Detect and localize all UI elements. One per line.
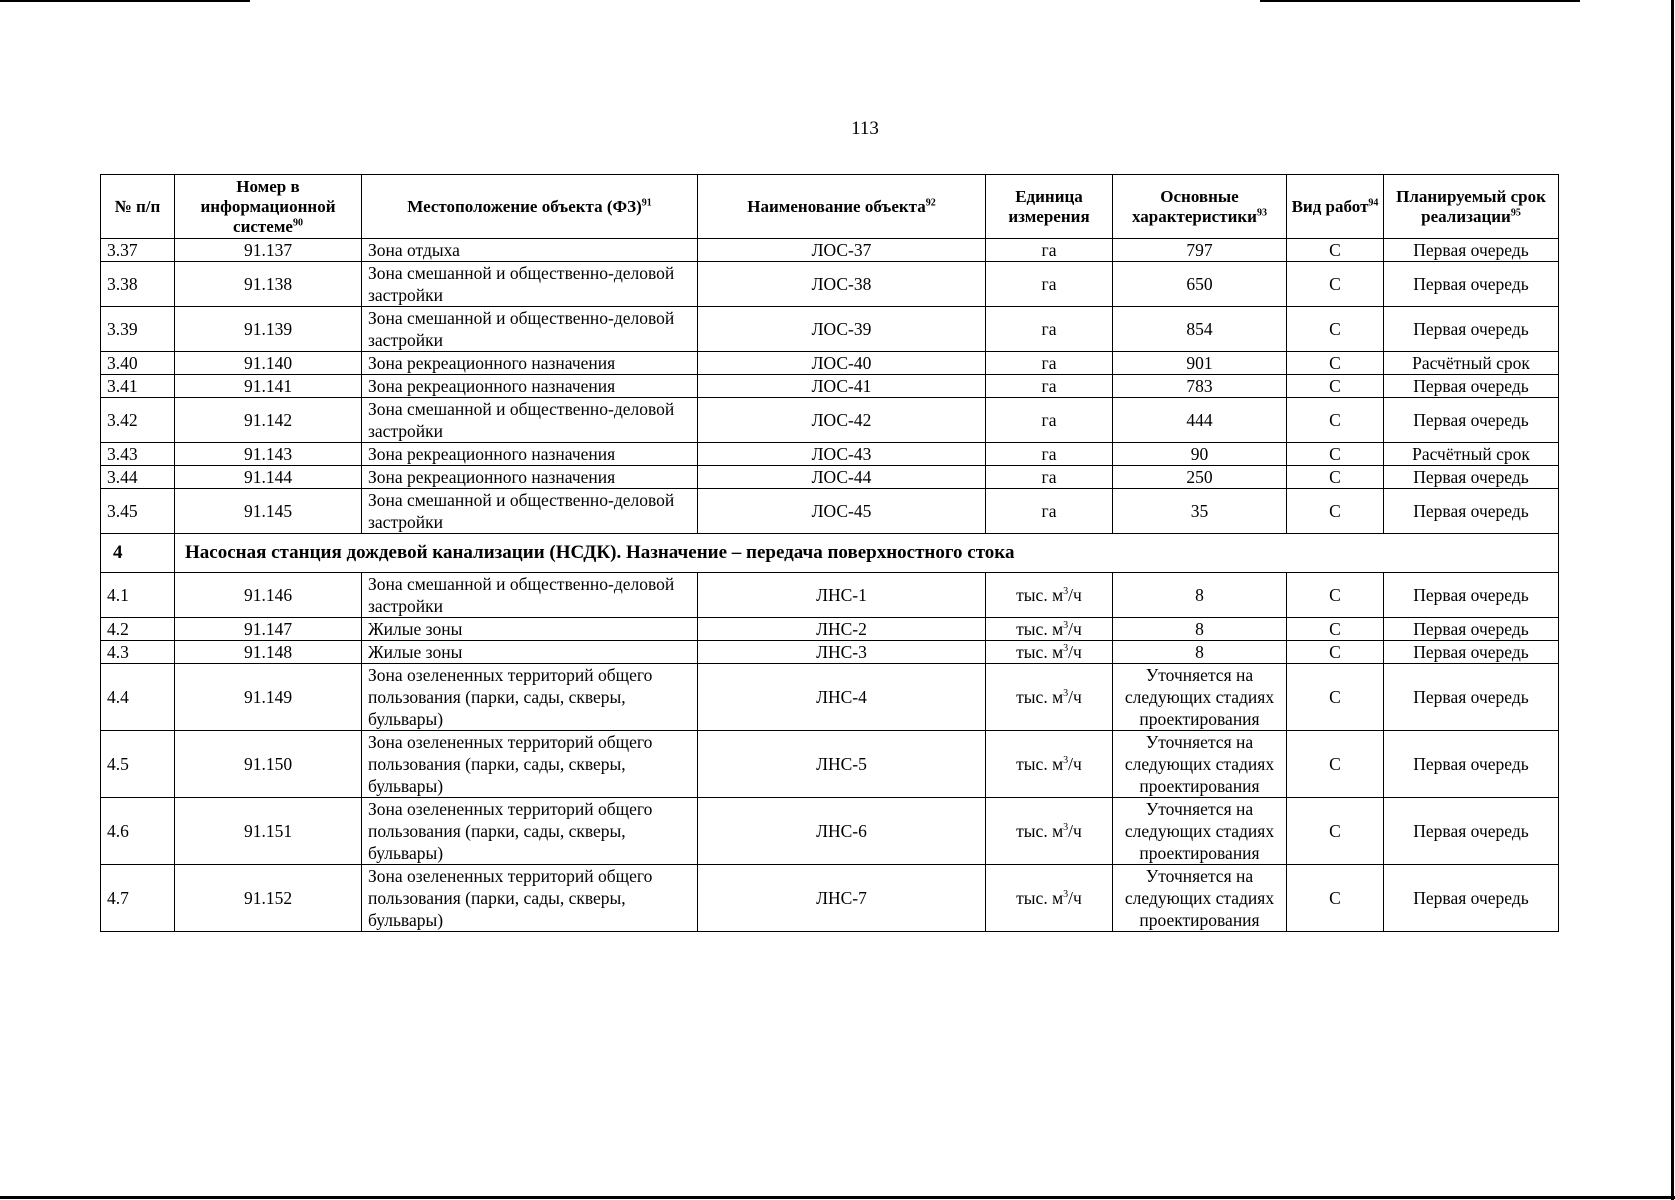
cell-work-type: С xyxy=(1287,443,1384,466)
table-row xyxy=(101,398,1559,443)
cell-deadline: Первая очередь xyxy=(1384,239,1559,262)
table-row xyxy=(101,489,1559,534)
cell-info-number: 91.152 xyxy=(175,865,362,932)
table-row xyxy=(101,641,1559,664)
table-row xyxy=(101,239,1559,262)
cell-info-number: 91.141 xyxy=(175,375,362,398)
header-work-type: Вид работ$^{94}$ xyxy=(1287,175,1384,239)
cell-unit: га xyxy=(986,307,1113,352)
cell-num: 4.5 xyxy=(101,731,175,798)
cell-info-number: 91.138 xyxy=(175,262,362,307)
scan-edge-bottom xyxy=(0,1196,1675,1199)
cell-unit: га xyxy=(986,375,1113,398)
cell-unit: тыс. $м^3/ч$ xyxy=(986,641,1113,664)
cell-num: 3.40 xyxy=(101,352,175,375)
cell-work-type: С xyxy=(1287,798,1384,865)
cell-object-name: ЛНС-3 xyxy=(698,641,986,664)
cell-characteristics: 8 xyxy=(1113,573,1287,618)
header-characteristics: Основные характеристики$^{93}$ xyxy=(1113,175,1287,239)
table-row xyxy=(101,466,1559,489)
cell-info-number: 91.137 xyxy=(175,239,362,262)
cell-location: Жилые зоны xyxy=(362,641,698,664)
cell-work-type: С xyxy=(1287,573,1384,618)
cell-num: 3.45 xyxy=(101,489,175,534)
cell-characteristics: 444 xyxy=(1113,398,1287,443)
cell-info-number: 91.142 xyxy=(175,398,362,443)
table-row xyxy=(101,375,1559,398)
cell-location: Зона озелененных территорий общего пользования (парки, сады, скверы, бульвары) xyxy=(362,664,698,731)
cell-characteristics: Уточняется на следующих стадиях проектирования xyxy=(1113,731,1287,798)
section-4-header xyxy=(101,534,1559,573)
cell-object-name: ЛНС-7 xyxy=(698,865,986,932)
cell-num: 3.43 xyxy=(101,443,175,466)
cell-characteristics: 8 xyxy=(1113,618,1287,641)
cell-object-name: ЛОС-41 xyxy=(698,375,986,398)
cell-object-name: ЛНС-2 xyxy=(698,618,986,641)
cell-characteristics: 854 xyxy=(1113,307,1287,352)
cell-location: Зона смешанной и общественно-деловой застройки xyxy=(362,307,698,352)
table-row xyxy=(101,798,1559,865)
cell-num: 3.38 xyxy=(101,262,175,307)
cell-info-number: 91.145 xyxy=(175,489,362,534)
cell-deadline: Первая очередь xyxy=(1384,573,1559,618)
cell-unit: га xyxy=(986,466,1113,489)
cell-work-type: С xyxy=(1287,398,1384,443)
cell-deadline: Первая очередь xyxy=(1384,641,1559,664)
cell-info-number: 91.147 xyxy=(175,618,362,641)
header-info-number: Номер в информационной системе$^{90}$ xyxy=(175,175,362,239)
cell-num: 3.41 xyxy=(101,375,175,398)
cell-location: Жилые зоны xyxy=(362,618,698,641)
cell-info-number: 91.149 xyxy=(175,664,362,731)
cell-object-name: ЛОС-37 xyxy=(698,239,986,262)
cell-characteristics: Уточняется на следующих стадиях проектирования xyxy=(1113,798,1287,865)
cell-num: 3.44 xyxy=(101,466,175,489)
cell-object-name: ЛНС-4 xyxy=(698,664,986,731)
cell-work-type: С xyxy=(1287,618,1384,641)
cell-object-name: ЛОС-42 xyxy=(698,398,986,443)
section-number: 4 xyxy=(101,534,175,573)
cell-deadline: Первая очередь xyxy=(1384,865,1559,932)
scan-edge-top xyxy=(0,0,1675,2)
cell-work-type: С xyxy=(1287,664,1384,731)
cell-deadline: Первая очередь xyxy=(1384,466,1559,489)
cell-unit: тыс. $м^3/ч$ xyxy=(986,798,1113,865)
objects-table xyxy=(100,174,1559,932)
cell-deadline: Первая очередь xyxy=(1384,375,1559,398)
cell-work-type: С xyxy=(1287,865,1384,932)
cell-location: Зона рекреационного назначения xyxy=(362,443,698,466)
cell-unit: га xyxy=(986,443,1113,466)
cell-location: Зона смешанной и общественно-деловой застройки xyxy=(362,262,698,307)
cell-object-name: ЛОС-45 xyxy=(698,489,986,534)
cell-work-type: С xyxy=(1287,239,1384,262)
cell-work-type: С xyxy=(1287,489,1384,534)
cell-deadline: Первая очередь xyxy=(1384,618,1559,641)
cell-characteristics: 797 xyxy=(1113,239,1287,262)
cell-info-number: 91.150 xyxy=(175,731,362,798)
cell-work-type: С xyxy=(1287,307,1384,352)
cell-deadline: Первая очередь xyxy=(1384,398,1559,443)
cell-deadline: Расчётный срок xyxy=(1384,352,1559,375)
cell-num: 4.3 xyxy=(101,641,175,664)
cell-deadline: Первая очередь xyxy=(1384,489,1559,534)
cell-info-number: 91.144 xyxy=(175,466,362,489)
cell-location: Зона озелененных территорий общего пользования (парки, сады, скверы, бульвары) xyxy=(362,798,698,865)
cell-location: Зона рекреационного назначения xyxy=(362,466,698,489)
cell-unit: тыс. $м^3/ч$ xyxy=(986,573,1113,618)
table-row xyxy=(101,865,1559,932)
table-row xyxy=(101,573,1559,618)
table-row xyxy=(101,618,1559,641)
cell-unit: тыс. $м^3/ч$ xyxy=(986,618,1113,641)
cell-unit: га xyxy=(986,352,1113,375)
cell-unit: тыс. $м^3/ч$ xyxy=(986,731,1113,798)
cell-unit: тыс. $м^3/ч$ xyxy=(986,664,1113,731)
cell-unit: га xyxy=(986,262,1113,307)
cell-info-number: 91.143 xyxy=(175,443,362,466)
header-object-name: Наименование объекта$^{92}$ xyxy=(698,175,986,239)
cell-characteristics: 90 xyxy=(1113,443,1287,466)
table-row xyxy=(101,731,1559,798)
table-row xyxy=(101,307,1559,352)
cell-info-number: 91.140 xyxy=(175,352,362,375)
cell-location: Зона смешанной и общественно-деловой застройки xyxy=(362,398,698,443)
cell-num: 4.1 xyxy=(101,573,175,618)
cell-num: 3.39 xyxy=(101,307,175,352)
cell-work-type: С xyxy=(1287,466,1384,489)
cell-characteristics: 650 xyxy=(1113,262,1287,307)
table-row xyxy=(101,664,1559,731)
cell-location: Зона рекреационного назначения xyxy=(362,352,698,375)
table-row xyxy=(101,352,1559,375)
cell-characteristics: Уточняется на следующих стадиях проектирования xyxy=(1113,865,1287,932)
cell-characteristics: 901 xyxy=(1113,352,1287,375)
cell-info-number: 91.146 xyxy=(175,573,362,618)
cell-num: 4.7 xyxy=(101,865,175,932)
cell-work-type: С xyxy=(1287,352,1384,375)
cell-num: 4.4 xyxy=(101,664,175,731)
cell-unit: га xyxy=(986,489,1113,534)
cell-location: Зона озелененных территорий общего пользования (парки, сады, скверы, бульвары) xyxy=(362,865,698,932)
cell-num: 4.6 xyxy=(101,798,175,865)
table-row xyxy=(101,443,1559,466)
cell-object-name: ЛНС-5 xyxy=(698,731,986,798)
section-row xyxy=(101,534,1559,573)
cell-work-type: С xyxy=(1287,641,1384,664)
cell-object-name: ЛНС-6 xyxy=(698,798,986,865)
cell-object-name: ЛОС-40 xyxy=(698,352,986,375)
cell-location: Зона смешанной и общественно-деловой застройки xyxy=(362,573,698,618)
section-4-rows xyxy=(101,573,1559,932)
cell-deadline: Первая очередь xyxy=(1384,798,1559,865)
cell-deadline: Первая очередь xyxy=(1384,307,1559,352)
section-3-rows xyxy=(101,239,1559,534)
page-number: 113 xyxy=(851,118,879,139)
scan-edge-right xyxy=(1671,0,1674,1200)
table-row xyxy=(101,262,1559,307)
header-deadline: Планируемый срок реализации$^{95}$ xyxy=(1384,175,1559,239)
cell-characteristics: Уточняется на следующих стадиях проектирования xyxy=(1113,664,1287,731)
cell-deadline: Первая очередь xyxy=(1384,262,1559,307)
cell-object-name: ЛОС-38 xyxy=(698,262,986,307)
cell-characteristics: 8 xyxy=(1113,641,1287,664)
cell-deadline: Первая очередь xyxy=(1384,664,1559,731)
cell-info-number: 91.139 xyxy=(175,307,362,352)
cell-characteristics: 35 xyxy=(1113,489,1287,534)
cell-unit: тыс. $м^3/ч$ xyxy=(986,865,1113,932)
cell-work-type: С xyxy=(1287,262,1384,307)
cell-location: Зона смешанной и общественно-деловой застройки xyxy=(362,489,698,534)
cell-deadline: Первая очередь xyxy=(1384,731,1559,798)
cell-location: Зона озелененных территорий общего пользования (парки, сады, скверы, бульвары) xyxy=(362,731,698,798)
cell-characteristics: 250 xyxy=(1113,466,1287,489)
cell-object-name: ЛОС-44 xyxy=(698,466,986,489)
header-unit: Единица измерения xyxy=(986,175,1113,239)
cell-info-number: 91.148 xyxy=(175,641,362,664)
cell-work-type: С xyxy=(1287,375,1384,398)
cell-unit: га xyxy=(986,398,1113,443)
cell-num: 3.42 xyxy=(101,398,175,443)
cell-num: 4.2 xyxy=(101,618,175,641)
cell-characteristics: 783 xyxy=(1113,375,1287,398)
cell-work-type: С xyxy=(1287,731,1384,798)
cell-location: Зона рекреационного назначения xyxy=(362,375,698,398)
section-title: Насосная станция дождевой канализации (НСДК). Назначение – передача поверхностного стока xyxy=(175,534,1559,573)
cell-deadline: Расчётный срок xyxy=(1384,443,1559,466)
table-header-row xyxy=(101,175,1559,239)
cell-info-number: 91.151 xyxy=(175,798,362,865)
cell-object-name: ЛОС-39 xyxy=(698,307,986,352)
cell-location: Зона отдыха xyxy=(362,239,698,262)
cell-object-name: ЛОС-43 xyxy=(698,443,986,466)
header-num: № п/п xyxy=(101,175,175,239)
cell-object-name: ЛНС-1 xyxy=(698,573,986,618)
cell-unit: га xyxy=(986,239,1113,262)
cell-num: 3.37 xyxy=(101,239,175,262)
header-location: Местоположение объекта (ФЗ)$^{91}$ xyxy=(362,175,698,239)
